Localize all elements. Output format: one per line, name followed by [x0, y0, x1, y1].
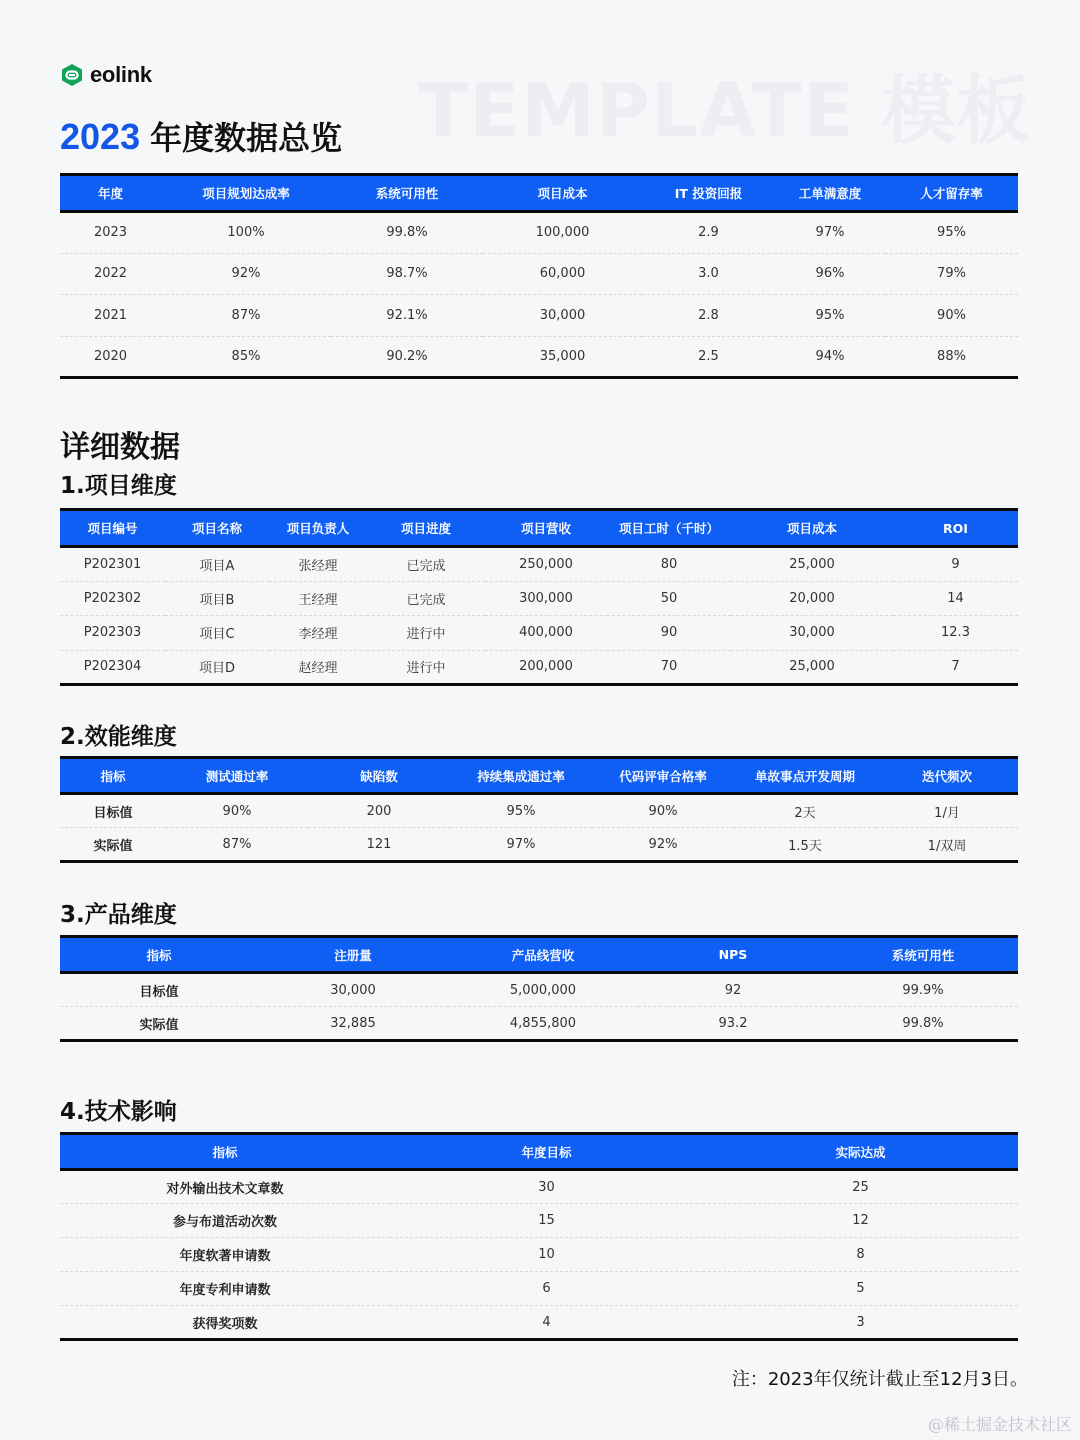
column-header: 缺陷数 — [308, 758, 450, 794]
table-row — [60, 1170, 1018, 1204]
row-label: 实际值 — [60, 828, 166, 862]
table-header-row — [60, 1134, 1018, 1170]
table-cell: 200 — [308, 794, 450, 828]
table-cell: 5 — [703, 1272, 1018, 1306]
table-cell: 项目B — [165, 581, 269, 616]
table-cell: 99.8% — [828, 1007, 1018, 1041]
table-cell: 96% — [775, 253, 885, 295]
table-row — [60, 973, 1018, 1007]
table-row — [60, 212, 1018, 254]
table-cell: 2021 — [60, 295, 161, 337]
table-cell: 25,000 — [731, 547, 893, 582]
row-label: 目标值 — [60, 973, 258, 1007]
table-row — [60, 1007, 1018, 1041]
title-year: 2023 — [60, 116, 141, 157]
table-cell: 87% — [161, 295, 331, 337]
table-header-row — [60, 175, 1018, 212]
table-cell: 50 — [607, 581, 731, 616]
row-label: 年度软著申请数 — [60, 1238, 390, 1272]
column-header: 项目名称 — [165, 510, 269, 547]
column-header: 实际达成 — [703, 1134, 1018, 1170]
table-cell: 14 — [893, 581, 1018, 616]
product-table — [60, 935, 1018, 1042]
column-header: 人才留存率 — [885, 175, 1018, 212]
table-cell: 项目C — [165, 616, 269, 651]
table-cell: 8 — [703, 1238, 1018, 1272]
column-header: ROI — [893, 510, 1018, 547]
table-cell: 98.7% — [331, 253, 483, 295]
table-cell: 90.2% — [331, 336, 483, 378]
table-cell: 2.9 — [642, 212, 775, 254]
table-cell: 30,000 — [258, 973, 448, 1007]
row-label: 目标值 — [60, 794, 166, 828]
table-cell: 12.3 — [893, 616, 1018, 651]
column-header: 项目成本 — [483, 175, 642, 212]
tech-impact-table — [60, 1132, 1018, 1341]
column-header: 持续集成通过率 — [450, 758, 592, 794]
table-cell: 92% — [592, 828, 734, 862]
table-row — [60, 650, 1018, 685]
table-cell: 90% — [166, 794, 308, 828]
table-cell: P202304 — [60, 650, 165, 685]
table-row — [60, 295, 1018, 337]
table-cell: 2023 — [60, 212, 161, 254]
table-row — [60, 253, 1018, 295]
table-cell: P202303 — [60, 616, 165, 651]
table-cell: 3.0 — [642, 253, 775, 295]
table-cell: P202301 — [60, 547, 165, 582]
table-cell: 已完成 — [367, 581, 485, 616]
table-cell: 80 — [607, 547, 731, 582]
table-cell: 92% — [161, 253, 331, 295]
table-cell: 4 — [390, 1306, 703, 1340]
page-title — [60, 113, 342, 159]
project-heading: 1.项目维度 — [60, 473, 177, 499]
table-cell: 200,000 — [485, 650, 607, 685]
column-header: 注册量 — [258, 937, 448, 973]
table-row — [60, 547, 1018, 582]
efficiency-heading: 2.效能维度 — [60, 724, 177, 750]
overview-table — [60, 173, 1018, 379]
table-cell: 88% — [885, 336, 1018, 378]
table-cell: 已完成 — [367, 547, 485, 582]
table-cell: 1/双周 — [876, 828, 1018, 862]
row-label: 实际值 — [60, 1007, 258, 1041]
row-label: 获得奖项数 — [60, 1306, 390, 1340]
column-header: 产品线营收 — [448, 937, 638, 973]
column-header: 指标 — [60, 937, 258, 973]
eolink-logo — [60, 62, 152, 88]
table-cell: 30,000 — [731, 616, 893, 651]
column-header: 项目营收 — [485, 510, 607, 547]
table-cell: 90 — [607, 616, 731, 651]
table-cell: 60,000 — [483, 253, 642, 295]
column-header: 迭代频次 — [876, 758, 1018, 794]
detail-heading: 详细数据 — [60, 430, 180, 465]
table-cell: 15 — [390, 1204, 703, 1238]
table-cell: 90% — [885, 295, 1018, 337]
table-cell: 李经理 — [269, 616, 367, 651]
table-cell: 项目D — [165, 650, 269, 685]
table-cell: 2天 — [734, 794, 876, 828]
table-header-row — [60, 937, 1018, 973]
column-header: 项目编号 — [60, 510, 165, 547]
template-watermark: TEMPLATE 模板 — [418, 68, 1032, 154]
table-cell: 2.5 — [642, 336, 775, 378]
table-row — [60, 336, 1018, 378]
table-cell: 张经理 — [269, 547, 367, 582]
table-cell: 赵经理 — [269, 650, 367, 685]
table-row — [60, 1204, 1018, 1238]
table-cell: 100,000 — [483, 212, 642, 254]
table-cell: 94% — [775, 336, 885, 378]
column-header: 系统可用性 — [331, 175, 483, 212]
table-cell: P202302 — [60, 581, 165, 616]
column-header: 项目负责人 — [269, 510, 367, 547]
table-cell: 93.2 — [638, 1007, 828, 1041]
table-cell: 97% — [775, 212, 885, 254]
table-cell: 35,000 — [483, 336, 642, 378]
column-header: 年度目标 — [390, 1134, 703, 1170]
source-credit: @稀土掘金技术社区 — [927, 1415, 1072, 1434]
row-label: 年度专利申请数 — [60, 1272, 390, 1306]
column-header: 年度 — [60, 175, 161, 212]
table-row — [60, 1272, 1018, 1306]
table-row — [60, 616, 1018, 651]
table-cell: 2020 — [60, 336, 161, 378]
product-heading: 3.产品维度 — [60, 902, 177, 928]
table-cell: 5,000,000 — [448, 973, 638, 1007]
table-row — [60, 1238, 1018, 1272]
table-cell: 30 — [390, 1170, 703, 1204]
table-cell: 项目A — [165, 547, 269, 582]
row-label: 对外输出技术文章数 — [60, 1170, 390, 1204]
footnote: 注：2023年仅统计截止至12月3日。 — [731, 1369, 1028, 1390]
table-header-row — [60, 510, 1018, 547]
column-header: 测试通过率 — [166, 758, 308, 794]
table-cell: 100% — [161, 212, 331, 254]
table-cell: 95% — [885, 212, 1018, 254]
column-header: IT 投资回报 — [642, 175, 775, 212]
table-cell: 2.8 — [642, 295, 775, 337]
table-cell: 10 — [390, 1238, 703, 1272]
table-cell: 12 — [703, 1204, 1018, 1238]
table-cell: 92.1% — [331, 295, 483, 337]
table-cell: 92 — [638, 973, 828, 1007]
table-cell: 95% — [775, 295, 885, 337]
table-cell: 90% — [592, 794, 734, 828]
table-cell: 9 — [893, 547, 1018, 582]
table-cell: 25 — [703, 1170, 1018, 1204]
table-row — [60, 1306, 1018, 1340]
table-cell: 1.5天 — [734, 828, 876, 862]
table-cell: 3 — [703, 1306, 1018, 1340]
table-cell: 32,885 — [258, 1007, 448, 1041]
table-row — [60, 794, 1018, 828]
column-header: 代码评审合格率 — [592, 758, 734, 794]
table-row — [60, 828, 1018, 862]
table-cell: 79% — [885, 253, 1018, 295]
column-header: 项目工时（千时） — [607, 510, 731, 547]
column-header: 系统可用性 — [828, 937, 1018, 973]
project-table — [60, 508, 1018, 686]
table-cell: 进行中 — [367, 616, 485, 651]
column-header: 项目成本 — [731, 510, 893, 547]
table-cell: 400,000 — [485, 616, 607, 651]
title-text: 年度数据总览 — [150, 119, 343, 157]
table-cell: 300,000 — [485, 581, 607, 616]
column-header: 指标 — [60, 1134, 390, 1170]
eolink-logo-icon — [60, 63, 84, 87]
column-header: 项目规划达成率 — [161, 175, 331, 212]
column-header: 单故事点开发周期 — [734, 758, 876, 794]
table-cell: 85% — [161, 336, 331, 378]
table-cell: 1/月 — [876, 794, 1018, 828]
table-cell: 王经理 — [269, 581, 367, 616]
table-cell: 121 — [308, 828, 450, 862]
table-cell: 6 — [390, 1272, 703, 1306]
efficiency-table — [60, 756, 1018, 863]
row-label: 参与布道活动次数 — [60, 1204, 390, 1238]
table-cell: 99.8% — [331, 212, 483, 254]
table-cell: 97% — [450, 828, 592, 862]
table-cell: 进行中 — [367, 650, 485, 685]
column-header: 指标 — [60, 758, 166, 794]
table-cell: 87% — [166, 828, 308, 862]
table-cell: 30,000 — [483, 295, 642, 337]
table-cell: 99.9% — [828, 973, 1018, 1007]
column-header: 工单满意度 — [775, 175, 885, 212]
table-cell: 95% — [450, 794, 592, 828]
column-header: 项目进度 — [367, 510, 485, 547]
table-cell: 25,000 — [731, 650, 893, 685]
table-cell: 2022 — [60, 253, 161, 295]
table-cell: 20,000 — [731, 581, 893, 616]
table-cell: 70 — [607, 650, 731, 685]
tech-heading: 4.技术影响 — [60, 1099, 177, 1125]
table-cell: 4,855,800 — [448, 1007, 638, 1041]
table-header-row — [60, 758, 1018, 794]
logo-text: eolink — [90, 62, 152, 87]
table-row — [60, 581, 1018, 616]
table-cell: 7 — [893, 650, 1018, 685]
column-header: NPS — [638, 937, 828, 973]
table-cell: 250,000 — [485, 547, 607, 582]
